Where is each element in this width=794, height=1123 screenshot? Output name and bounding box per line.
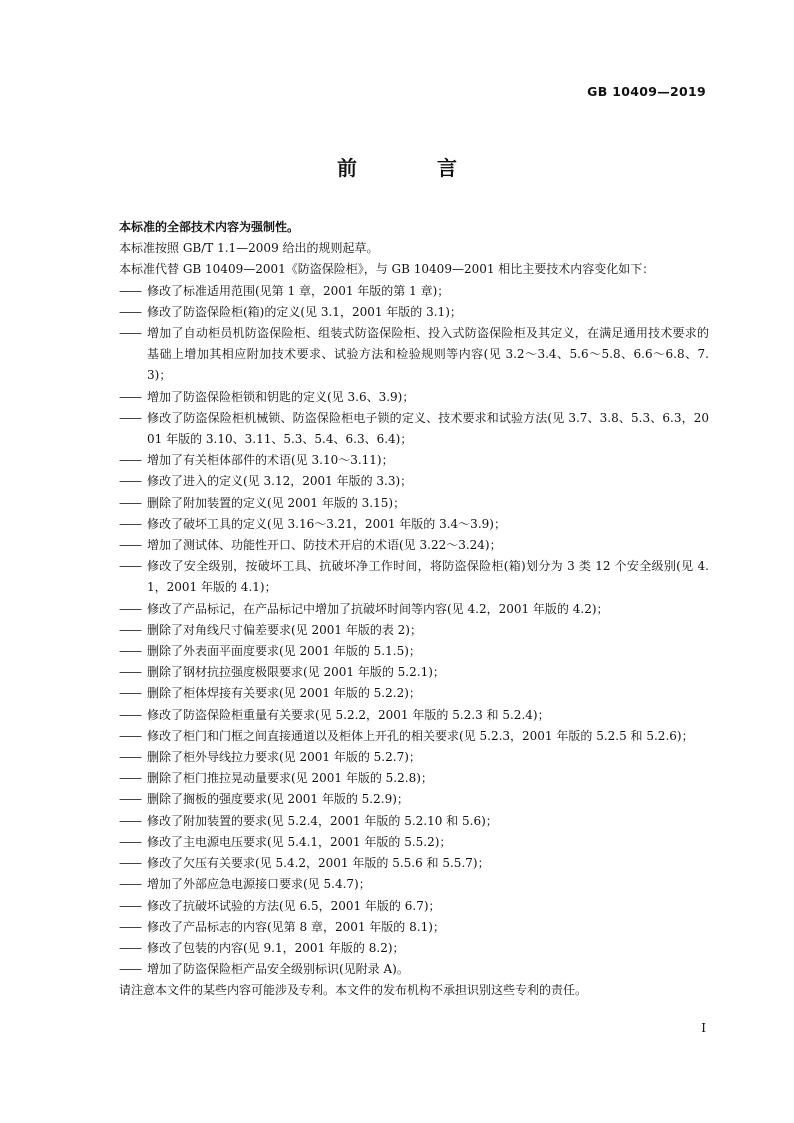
change-item-text: 修改了进入的定义(见 3.12，2001 年版的 3.3)；: [147, 474, 413, 489]
patent-notice: 请注意本文件的某些内容可能涉及专利。本文件的发布机构不承担识别这些专利的责任。: [119, 983, 588, 998]
drafting-rule-statement: 本标准按照 GB/T 1.1—2009 给出的规则起草。: [119, 241, 379, 256]
page-number: I: [701, 1021, 706, 1035]
change-item-text: 修改了产品标记，在产品标记中增加了抗破坏时间等内容(见 4.2，2001 年版的 4.2)；: [147, 601, 609, 616]
change-item-text: 增加了测试体、功能性开口、防技术开启的术语(见 3.22～3.24)；: [147, 538, 502, 553]
list-dash: ——: [119, 665, 141, 680]
change-item: [119, 535, 709, 556]
change-item: [119, 917, 709, 938]
change-item-text: 删除了搁板的强度要求(见 2001 年版的 5.2.9)；: [147, 792, 409, 807]
list-dash: ——: [119, 622, 141, 637]
change-item: [119, 450, 709, 471]
change-item-text: 修改了标准适用范围(见第 1 章，2001 年版的第 1 章)；: [147, 283, 450, 298]
change-item-text: 增加了外部应急电源接口要求(见 5.4.7)；: [147, 877, 371, 892]
replacement-statement: 本标准代替 GB 10409—2001《防盗保险柜》，与 GB 10409—2001 相比主要技术内容变化如下：: [119, 262, 655, 277]
change-item-text: 删除了外表面平面度要求(见 2001 年版的 5.1.5)；: [147, 644, 421, 659]
change-item: [119, 705, 709, 726]
change-item: [119, 747, 709, 768]
list-dash: ——: [119, 601, 141, 616]
change-item: [119, 493, 709, 514]
list-dash: ——: [119, 792, 141, 807]
list-dash: ——: [119, 453, 141, 468]
list-dash: ——: [119, 389, 141, 404]
list-dash: ——: [119, 283, 141, 298]
change-item: [119, 726, 709, 747]
change-item-text: 修改了产品标志的内容(见第 8 章，2001 年版的 8.1)；: [147, 919, 445, 934]
change-item-text: 修改了防盗保险柜机械锁、防盗保险柜电子锁的定义、技术要求和试验方法(见 3.7、3.8、5.3、6.3，2001 年版的 3.10、3.11、5.3、5.4、6.3、6.4)；: [147, 410, 709, 447]
change-item: [119, 896, 709, 917]
change-item-text: 删除了柜门推拉晃动量要求(见 2001 年版的 5.2.8)；: [147, 771, 433, 786]
list-dash: ——: [119, 940, 141, 955]
standard-code: GB 10409—2019: [587, 84, 706, 99]
change-item-text: 删除了钢材抗拉强度极限要求(见 2001 年版的 5.2.1)；: [147, 665, 445, 680]
change-item: [119, 323, 709, 387]
list-dash: ——: [119, 728, 141, 743]
change-item-text: 修改了安全级别，按破坏工具、抗破坏净工作时间，将防盗保险柜(箱)划分为 3 类 12 个安全级别(见 4.1，2001 年版的 4.1)；: [147, 559, 709, 595]
change-item: [119, 768, 709, 789]
list-dash: ——: [119, 516, 141, 531]
list-dash: ——: [119, 962, 141, 977]
change-item-text: 修改了包装的内容(见 9.1，2001 年版的 8.2)；: [147, 940, 405, 955]
list-dash: ——: [119, 877, 141, 892]
change-item: [119, 387, 709, 408]
change-item-text: 删除了柜体焊接有关要求(见 2001 年版的 5.2.2)；: [147, 686, 421, 701]
list-dash: ——: [119, 834, 141, 849]
change-item: [119, 874, 709, 895]
list-dash: ——: [119, 644, 141, 659]
list-dash: ——: [119, 538, 141, 553]
change-item: [119, 556, 709, 598]
change-item: [119, 938, 709, 959]
change-item: [119, 641, 709, 662]
change-item: [119, 281, 709, 302]
list-dash: ——: [119, 771, 141, 786]
change-list: [119, 281, 709, 981]
change-item-text: 增加了自动柜员机防盗保险柜、组装式防盗保险柜、投入式防盗保险柜及其定义，在满足通用技术要求的基础上增加其相应附加技术要求、试验方法和检验规则等内容(见 3.2～3.4、5.6～5.8、6.6～6.8、7.3)；: [147, 326, 709, 383]
change-item: [119, 853, 709, 874]
change-item-text: 修改了抗破坏试验的方法(见 6.5，2001 年版的 6.7)；: [147, 898, 441, 913]
change-item-text: 删除了柜外导线拉力要求(见 2001 年版的 5.2.7)；: [147, 750, 421, 765]
list-dash: ——: [119, 707, 141, 722]
list-dash: ——: [119, 304, 141, 319]
list-dash: ——: [119, 686, 141, 701]
list-dash: ——: [119, 856, 141, 871]
mandatory-statement: 本标准的全部技术内容为强制性。: [119, 220, 300, 234]
list-dash: ——: [119, 410, 141, 425]
list-dash: ——: [119, 898, 141, 913]
change-item-text: 删除了对角线尺寸偏差要求(见 2001 年版的表 2)；: [147, 622, 422, 637]
change-item: [119, 620, 709, 641]
list-dash: ——: [119, 326, 141, 341]
change-item: [119, 811, 709, 832]
change-item-text: 修改了主电源电压要求(见 5.4.1，2001 年版的 5.5.2)；: [147, 834, 452, 849]
change-item-text: 删除了附加装置的定义(见 2001 年版的 3.15)；: [147, 495, 406, 510]
change-item-text: 修改了欠压有关要求(见 5.4.2，2001 年版的 5.5.6 和 5.5.7)；: [147, 856, 490, 871]
change-item: [119, 471, 709, 492]
change-item: [119, 302, 709, 323]
change-item-text: 增加了防盗保险柜锁和钥匙的定义(见 3.6、3.9)；: [147, 389, 415, 404]
change-item-text: 增加了有关柜体部件的术语(见 3.10～3.11)；: [147, 453, 394, 468]
change-item: [119, 832, 709, 853]
change-item: [119, 789, 709, 810]
change-item-text: 修改了防盗保险柜(箱)的定义(见 3.1，2001 年版的 3.1)；: [147, 304, 462, 319]
list-dash: ——: [119, 919, 141, 934]
change-item-text: 修改了柜门和门框之间直接通道以及柜体上开孔的相关要求(见 5.2.3，2001 年版的 5.2.5 和 5.2.6)；: [147, 728, 694, 743]
change-item-text: 修改了防盗保险柜重量有关要求(见 5.2.2，2001 年版的 5.2.3 和 5.2.4)；: [147, 707, 550, 722]
list-dash: ——: [119, 495, 141, 510]
change-item-text: 增加了防盗保险柜产品安全级别标识(见附录 A)。: [147, 962, 409, 977]
change-item: [119, 959, 709, 980]
change-item: [119, 514, 709, 535]
foreword-body: [119, 217, 709, 1002]
list-dash: ——: [119, 813, 141, 828]
list-dash: ——: [119, 474, 141, 489]
list-dash: ——: [119, 559, 141, 574]
change-item: [119, 599, 709, 620]
change-item-text: 修改了附加装置的要求(见 5.2.4，2001 年版的 5.2.10 和 5.6)；: [147, 813, 498, 828]
page-title: 前 言: [337, 156, 487, 180]
change-item: [119, 662, 709, 683]
change-item: [119, 408, 709, 450]
list-dash: ——: [119, 750, 141, 765]
change-item-text: 修改了破坏工具的定义(见 3.16～3.21，2001 年版的 3.4～3.9)；: [147, 516, 506, 531]
change-item: [119, 683, 709, 704]
